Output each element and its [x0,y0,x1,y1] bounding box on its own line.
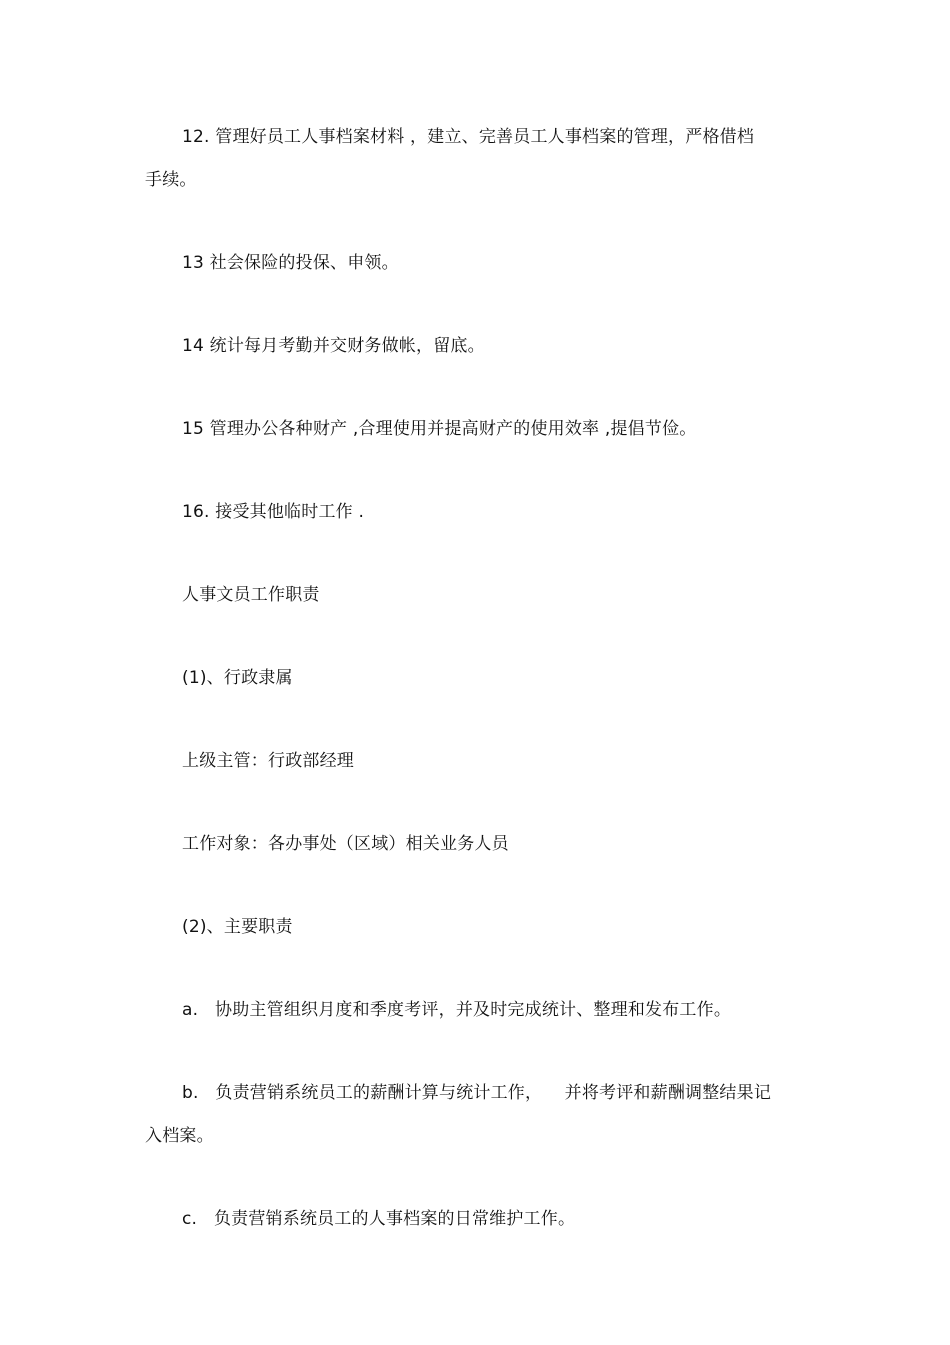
duty-b-line-2: 入档案。 [145,1126,214,1146]
work-target-line: 工作对象：各办事处（区域）相关业务人员 [182,834,509,854]
supervisor-line: 上级主管：行政部经理 [182,751,354,771]
paragraph-15: 15 管理办公各种财产 ,合理使用并提高财产的使用效率 ,提倡节俭。 [182,419,697,439]
section-heading: 人事文员工作职责 [182,585,320,605]
paragraph-16: 16. 接受其他临时工作 . [182,502,365,522]
paragraph-13: 13 社会保险的投保、申领。 [182,253,399,273]
paragraph-12-line-1: 12. 管理好员工人事档案材料 ，建立、完善员工人事档案的管理，严格借档 [182,127,755,147]
paragraph-14: 14 统计每月考勤并交财务做帐，留底。 [182,336,485,356]
subsection-2-heading: (2)、主要职责 [182,917,293,937]
duty-b-line-1: b. 负责营销系统员工的薪酬计算与统计工作， 并将考评和薪酬调整结果记 [182,1083,772,1103]
duty-c: c. 负责营销系统员工的人事档案的日常维护工作。 [182,1209,576,1229]
subsection-1-heading: (1)、行政隶属 [182,668,293,688]
duty-a: a. 协助主管组织月度和季度考评，并及时完成统计、整理和发布工作。 [182,1000,732,1020]
paragraph-12-line-2: 手续。 [145,170,197,190]
